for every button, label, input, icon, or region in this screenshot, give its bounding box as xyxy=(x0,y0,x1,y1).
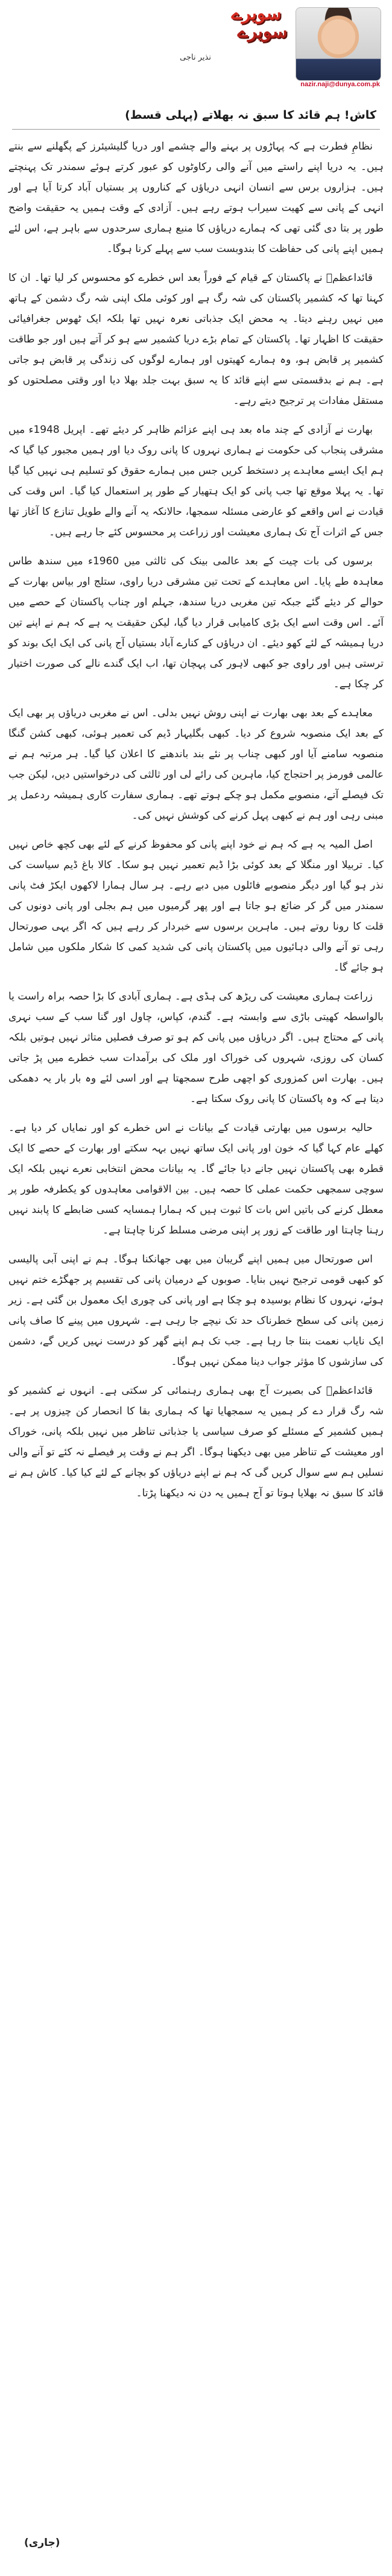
paragraph: قائداعظمؒ نے پاکستان کے قیام کے فوراً بعد اس خطرے کو محسوس کر لیا تھا۔ ان کا کہنا تھا کہ کشمیر پاکستان کی شہ رگ ہے اور کوئی ملک اپنی شہ رگ دشمن کے ہاتھ میں نہیں رہنے دیتا۔ یہ محض ایک جذباتی نعرہ نہیں تھا بلکہ ایک ٹھوس جغرافیائی حقیقت کا اظہار تھا۔ پاکستان کے تمام بڑے دریا کشمیر سے ہو کر آتے ہیں اور جو طاقت کشمیر پر قابض ہو، وہ ہمارے کھیتوں اور ہمارے لوگوں کی زندگی پر قابض ہو جاتی ہے۔ ہم نے بدقسمتی سے اپنے قائد کا یہ سبق بہت جلد بھلا دیا اور وقتی مصلحتوں کو مستقل مفادات پر ترجیح دیتے رہے۔ xyxy=(8,272,384,407)
column-header xyxy=(0,0,392,90)
paragraph: قائداعظمؒ کی بصیرت آج بھی ہماری رہنمائی کر سکتی ہے۔ انہوں نے کشمیر کو شہ رگ قرار دے کر ہمیں یہ سمجھایا تھا کہ ہماری بقا کا انحصار کن چیزوں پر ہے۔ ہمیں کشمیر کے مسئلے کو صرف سیاسی یا جذباتی تناظر میں نہیں بلکہ پانی، خوراک اور معیشت کے تناظر میں بھی دیکھنا ہوگا۔ اگر ہم نے وقت پر فیصلے نہ کئے تو آنے والی نسلیں ہم سے سوال کریں گی کہ ہم نے اپنے دریاؤں کو بچانے کے لئے کیا کیا۔ کاش ہم نے قائد کا سبق نہ بھلایا ہوتا تو آج ہمیں یہ دن نہ دیکھنا پڑتا۔ xyxy=(8,1385,384,1499)
paragraph: اصل المیہ یہ ہے کہ ہم نے خود اپنے پانی کو محفوظ کرنے کے لئے بھی کچھ خاص نہیں کیا۔ تربیلا اور منگلا کے بعد کوئی بڑا ڈیم تعمیر نہیں ہو سکا۔ کالا باغ ڈیم سیاست کی نذر ہو گیا اور دیگر منصوبے فائلوں میں دبے رہے۔ ہر سال ہمارا لاکھوں ایکڑ فٹ پانی سمندر میں گر کر ضائع ہو جاتا ہے اور پھر گرمیوں میں ہم بجلی اور پانی دونوں کی قلت کا رونا روتے ہیں۔ ماہرین برسوں سے خبردار کر رہے ہیں کہ اگر یہی صورتحال رہی تو آنے والی دہائیوں میں پاکستان پانی کی شدید کمی کا شکار ملکوں میں شامل ہو جائے گا۔ xyxy=(8,839,384,974)
paragraph: معاہدے کے بعد بھی بھارت نے اپنی روش نہیں بدلی۔ اس نے مغربی دریاؤں پر بھی ایک کے بعد ایک منصوبہ شروع کر دیا۔ کبھی بگلیہار ڈیم کی تعمیر ہوئی، کبھی کشن گنگا منصوبہ سامنے آیا اور کبھی چناب پر نئے بند باندھنے کا اعلان کیا گیا۔ ہر مرتبہ ہم نے عالمی فورمز پر احتجاج کیا، ماہرین کی رائے لی اور ثالثی کی درخواستیں دیں، لیکن جب تک فیصلے آتے، منصوبے مکمل ہو چکے ہوتے تھے۔ ہماری سفارت کاری ہمیشہ ردعمل پر مبنی رہی اور ہم نے کبھی پہل کرنے کی کوشش نہیں کی۔ xyxy=(8,707,384,822)
paragraph: اس صورتحال میں ہمیں اپنے گریبان میں بھی جھانکنا ہوگا۔ ہم نے اپنی آبی پالیسی کو کبھی قومی ترجیح نہیں بنایا۔ صوبوں کے درمیان پانی کی تقسیم پر جھگڑے ختم نہیں ہوئے، نہروں کا نظام بوسیدہ ہو چکا ہے اور پانی کی چوری ایک معمول بن گئی ہے۔ زیر زمین پانی کی سطح خطرناک حد تک نیچے جا رہی ہے۔ شہروں میں پینے کا صاف پانی ایک نایاب نعمت بنتا جا رہا ہے۔ جب تک ہم اپنے گھر کو درست نہیں کریں گے، دشمن کی سازشوں کا مؤثر جواب دینا ممکن نہیں ہوگا۔ xyxy=(8,1253,384,1368)
logo-line-2: سویرے xyxy=(237,21,288,42)
paragraph: بھارت نے آزادی کے چند ماہ بعد ہی اپنے عزائم ظاہر کر دیئے تھے۔ اپریل 1948ء میں مشرقی پنجاب کی حکومت نے ہماری نہروں کا پانی روک دیا اور ہمیں مجبور کیا گیا کہ ہم ایک ایسے معاہدے پر دستخط کریں جس میں ہمارے حقوق کو تسلیم ہی نہیں کیا گیا تھا۔ یہ پہلا موقع تھا جب پانی کو ایک ہتھیار کے طور پر استعمال کیا گیا۔ اس وقت کی قیادت نے اس واقعے کو عارضی مسئلہ سمجھا، حالانکہ یہ آنے والے طویل تنازع کا آغاز تھا جس کے اثرات آج تک ہماری معیشت اور زراعت پر محسوس کئے جا رہے ہیں۔ xyxy=(8,424,384,538)
author-photo xyxy=(296,7,381,81)
author-name: نذیر ناجی xyxy=(180,53,211,62)
continued-label: (جاری) xyxy=(24,2537,60,2549)
author-email[interactable]: nazir.naji@dunya.com.pk xyxy=(300,81,380,88)
paragraph: برسوں کی بات چیت کے بعد عالمی بینک کی ثالثی میں 1960ء میں سندھ طاس معاہدہ طے پایا۔ اس معاہدے کے تحت تین مشرقی دریا راوی، ستلج اور بیاس بھارت کے حوالے کر دیئے گئے جبکہ تین مغربی دریا سندھ، جہلم اور چناب پاکستان کے حصے میں آئے۔ اس وقت اسے ایک بڑی کامیابی قرار دیا گیا، لیکن حقیقت یہ ہے کہ ہم نے اپنے تین دریا ہمیشہ کے لئے کھو دیئے۔ ان دریاؤں کے کنارے آباد بستیاں آج پانی کی ایک ایک بوند کو ترستی ہیں اور راوی جو کبھی لاہور کی پہچان تھا، اب ایک گندے نالے کی صورت اختیار کر چکا ہے۔ xyxy=(8,555,384,690)
paragraph: حالیہ برسوں میں بھارتی قیادت کے بیانات نے اس خطرے کو اور نمایاں کر دیا ہے۔ کھلے عام کہا گیا کہ خون اور پانی ایک ساتھ نہیں بہہ سکتے اور بھارت کے حصے کا ایک قطرہ بھی پاکستان نہیں جانے دیا جائے گا۔ یہ بیانات محض انتخابی نعرے نہیں بلکہ ایک سوچی سمجھی حکمت عملی کا حصہ ہیں۔ بین الاقوامی معاہدوں کو یکطرفہ طور پر معطل کرنے کی باتیں اس بات کا ثبوت ہیں کہ ہمارا ہمسایہ کسی ضابطے کا پابند نہیں رہنا چاہتا اور طاقت کے زور پر اپنی مرضی مسلط کرنا چاہتا ہے۔ xyxy=(8,1122,384,1236)
column-title: کاش! ہم قائد کا سبق نہ بھلاتے (پہلی قسط) xyxy=(125,109,376,122)
paragraph: زراعت ہماری معیشت کی ریڑھ کی ہڈی ہے۔ ہماری آبادی کا بڑا حصہ براہ راست یا بالواسطہ کھیتی باڑی سے وابستہ ہے۔ گندم، کپاس، چاول اور گنا سب کے سب نہری پانی کے محتاج ہیں۔ اگر دریاؤں میں پانی کم ہو تو صرف فصلیں متاثر نہیں ہوتیں بلکہ کسان کی روزی، شہروں کی خوراک اور ملک کی برآمدات سب خطرے میں پڑ جاتی ہیں۔ بھارت اس کمزوری کو اچھی طرح سمجھتا ہے اور اسی لئے وہ بار بار یہ دھمکی دیتا ہے کہ وہ پاکستان کا پانی روک سکتا ہے۔ xyxy=(8,990,384,1105)
logo-line-1: سویرے xyxy=(231,3,282,24)
column-logo xyxy=(223,5,289,41)
title-divider xyxy=(12,129,380,130)
paragraph: نظامِ فطرت ہے کہ پہاڑوں پر بہنے والے چشمے اور دریا گلیشیئرز کے پگھلنے سے بنتے ہیں۔ یہ دریا اپنے راستے میں آنے والی رکاوٹوں کو عبور کرتے ہوئے سمندر تک پہنچتے ہیں۔ ہزاروں برس سے انسان انہی دریاؤں کے کناروں پر بستیاں آباد کرتا آیا ہے اور انہی کے پانی سے کھیت سیراب ہوتے رہے ہیں۔ آزادی کے وقت ہمیں یہ حقیقت واضح طور پر بتا دی گئی تھی کہ ہمارے دریاؤں کا منبع ہماری سرحدوں سے باہر ہے، اس لئے ہمیں اپنے پانی کی حفاظت کا بندوبست سب سے پہلے کرنا ہوگا۔ xyxy=(8,140,384,255)
article-body xyxy=(8,136,384,1512)
